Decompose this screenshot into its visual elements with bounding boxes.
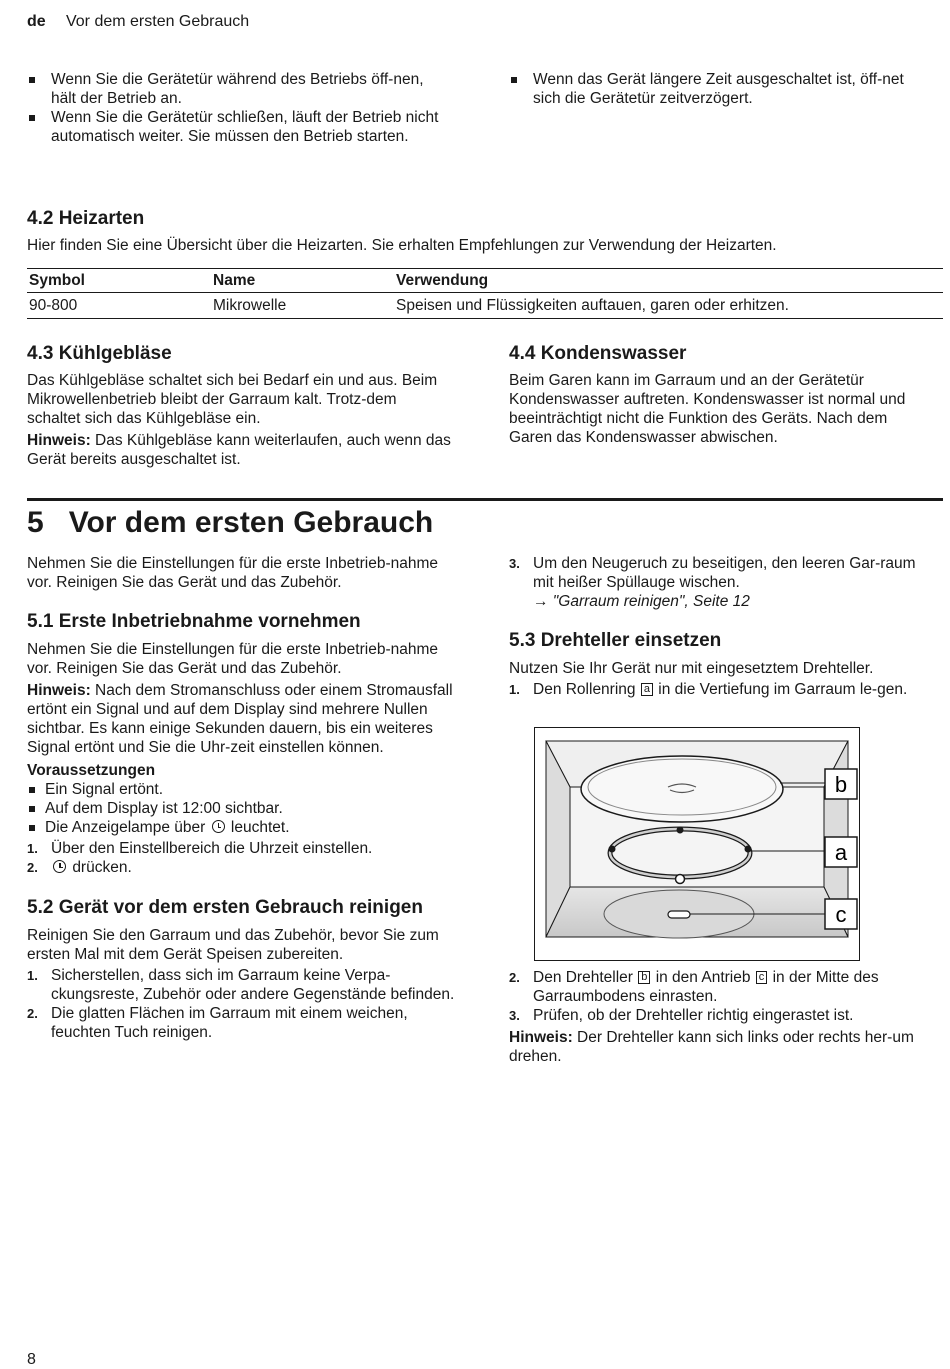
list-item: Auf dem Display ist 12:00 sichtbar. <box>27 799 467 818</box>
paragraph: Das Kühlgebläse schaltet sich bei Bedarf ein und aus. Beim Mikrowellenbetrieb bleibt der Garraum kalt. Trotz-dem schaltet sich das Kühlgebläse ein. <box>27 372 438 427</box>
cell-usage: Speisen und Flüssigkeiten auftauen, garen oder erhitzen. <box>396 297 789 314</box>
page-number: 8 <box>27 1351 36 1368</box>
top-bullets-left <box>27 70 452 146</box>
step-text: Sicherstellen, dass sich im Garraum keine Verpa-ckungsreste, Zubehör oder andere Gegenstände befinden. <box>51 967 455 1003</box>
list-item: Wenn Sie die Gerätetür schließen, läuft der Betrieb nicht automatisch weiter. Sie müssen den Betrieb starten. <box>27 108 452 146</box>
key-b: b <box>638 971 650 984</box>
note <box>27 431 452 469</box>
step-text: Prüfen, ob der Drehteller richtig eingerastet ist. <box>533 1007 854 1024</box>
section-title-5-1: 5.1 Erste Inbetriebnahme vornehmen <box>27 611 361 632</box>
step-number: 1. <box>27 841 38 856</box>
rule <box>27 268 943 269</box>
section-title-4-2: 4.2 Heizarten <box>27 208 145 229</box>
clock-icon <box>212 820 225 833</box>
prereq-title: Voraussetzungen <box>27 762 156 779</box>
step-text: Den Drehteller <box>533 969 633 986</box>
section-title-5-2: 5.2 Gerät vor dem ersten Gebrauch reinigen <box>27 897 423 918</box>
step-number: 2. <box>509 970 520 985</box>
note-label: Hinweis: <box>509 1029 573 1046</box>
note-text: Nach dem Stromanschluss oder einem Stromausfall ertönt ein Signal und auf dem Display sind mehrere Nullen sichtbar. Es kann einige Sekunden dauern, bis ein weiteres Signal ertönt und Sie die Uhr-zeit einstellen können. <box>27 682 453 756</box>
section-intro-4-2: Hier finden Sie eine Übersicht über die Heizarten. Sie erhalten Empfehlungen zur Verwendung der Heizarten. <box>27 237 777 254</box>
step-number: 3. <box>509 556 520 571</box>
note-text: Das Kühlgebläse kann weiterlaufen, auch wenn das Gerät bereits ausgeschaltet ist. <box>27 432 451 468</box>
note-label: Hinweis: <box>27 682 91 699</box>
step <box>27 858 467 877</box>
note <box>509 1028 945 1066</box>
note-text: Der Drehteller kann sich links oder rechts her-um drehen. <box>509 1029 914 1065</box>
chapter-rule <box>27 498 943 501</box>
cell-symbol: 90-800 <box>29 297 78 314</box>
section-intro-5-3: Nutzen Sie Ihr Gerät nur mit eingesetztem Drehteller. <box>509 660 874 677</box>
step-text: Die glatten Flächen im Garraum mit einem weichen, feuchten Tuch reinigen. <box>51 1005 408 1041</box>
step-number: 3. <box>509 1008 520 1023</box>
page-header <box>27 12 249 31</box>
section-title-4-4: 4.4 Kondenswasser <box>509 343 687 364</box>
section-body-4-4: Beim Garen kann im Garraum und an der Gerätetür Kondenswasser auftreten. Kondenswasser ist normal und beeinträchtigt nicht die Funktion des Geräts. Nach dem Garen das Kondenswasser abwischen. <box>509 372 906 446</box>
left-column <box>27 554 467 1042</box>
table-row <box>27 296 943 317</box>
step-text: in die Vertiefung im Garraum le-gen. <box>658 681 908 698</box>
step <box>509 680 933 699</box>
step-text: Um den Neugeruch zu beseitigen, den leeren Gar-raum mit heißer Spüllauge wischen. <box>533 555 916 591</box>
section-title-4-3: 4.3 Kühlgebläse <box>27 343 172 364</box>
turntable-illustration <box>534 727 860 961</box>
step-text: drücken. <box>72 859 132 876</box>
turntable-figure <box>534 727 860 961</box>
step <box>509 1006 945 1025</box>
language-code: de <box>27 13 46 30</box>
col-header-usage: Verwendung <box>396 272 489 289</box>
section-intro-5-2: Reinigen Sie den Garraum und das Zubehör, bevor Sie zum ersten Mal mit dem Gerät Speisen zubereiten. <box>27 927 439 963</box>
top-bullets-right <box>509 70 934 108</box>
step <box>509 968 933 1006</box>
cell-name: Mikrowelle <box>213 297 287 314</box>
figure-label-c: c <box>835 902 847 927</box>
note-label: Hinweis: <box>27 432 91 449</box>
list-item: Ein Signal ertönt. <box>27 780 467 799</box>
step-number: 1. <box>509 682 520 697</box>
step-text: Über den Einstellbereich die Uhrzeit einstellen. <box>51 840 373 857</box>
table-header <box>27 271 943 292</box>
chapter-title: 5 Vor dem ersten Gebrauch <box>27 506 434 539</box>
chapter-intro: Nehmen Sie die Einstellungen für die erste Inbetrieb-nahme vor. Reinigen Sie das Gerät und das Zubehör. <box>27 555 438 591</box>
section-title-5-3: 5.3 Drehteller einsetzen <box>509 630 722 651</box>
step <box>27 1004 461 1042</box>
cross-reference[interactable]: → "Garraum reinigen", Seite 12 <box>533 593 750 610</box>
figure-label-b: b <box>834 772 848 797</box>
step-text: in den Antrieb <box>655 969 751 986</box>
step <box>509 554 933 592</box>
prereq-text: leuchtet. <box>230 819 290 836</box>
col-header-name: Name <box>213 272 256 289</box>
clock-icon <box>53 860 66 873</box>
step-text: in der Mitte des Garraumbodens einrasten. <box>533 969 879 1005</box>
prereq-text: Die Anzeigelampe über <box>45 819 206 836</box>
list-item: Wenn das Gerät längere Zeit ausgeschaltet ist, öff-net sich die Gerätetür zeitverzögert. <box>509 70 934 108</box>
list-item <box>27 818 467 837</box>
key-c: c <box>756 971 768 984</box>
note <box>27 681 467 757</box>
section-body-4-3 <box>27 371 452 469</box>
step-text: Den Rollenring <box>533 681 636 698</box>
step-number: 1. <box>27 968 38 983</box>
key-a: a <box>641 683 653 696</box>
turntable-steps <box>509 968 945 1066</box>
step <box>27 966 461 1004</box>
rule <box>27 318 943 319</box>
figure-label-a: a <box>834 840 848 865</box>
step-number: 2. <box>27 860 38 875</box>
step <box>27 839 467 858</box>
step-number: 2. <box>27 1006 38 1021</box>
section-intro-5-1: Nehmen Sie die Einstellungen für die erste Inbetrieb-nahme vor. Reinigen Sie das Gerät und das Zubehör. <box>27 641 438 677</box>
header-title: Vor dem ersten Gebrauch <box>65 13 250 30</box>
right-column <box>509 554 945 699</box>
col-header-symbol: Symbol <box>29 272 85 289</box>
list-item: Wenn Sie die Gerätetür während des Betriebs öff-nen, hält der Betrieb an. <box>27 70 452 108</box>
rule <box>27 292 943 293</box>
